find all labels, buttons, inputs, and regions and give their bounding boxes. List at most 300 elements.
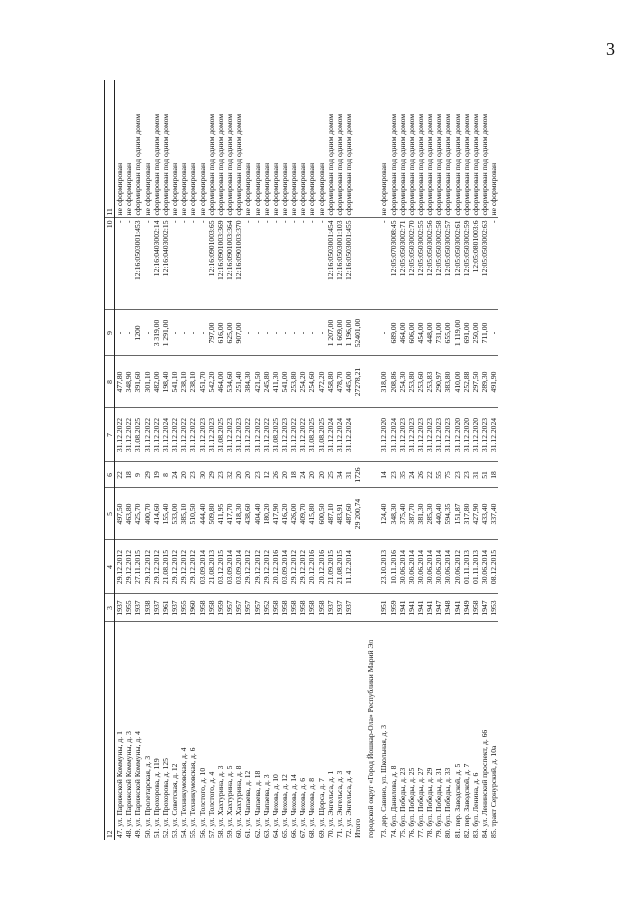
- table-cell: 50. ул. Пролетарская, д. 3: [142, 755, 152, 838]
- table-cell: 31.08.2025: [317, 408, 326, 462]
- table-row: [115, 80, 125, 840]
- table-cell: -: [271, 310, 280, 356]
- table-cell: 69. ул. Щорса, д. 7: [316, 778, 326, 838]
- table-cell: 35: [398, 462, 407, 488]
- table-cell: -: [289, 218, 298, 310]
- table-cell: 384,30: [243, 356, 252, 408]
- table-cell: 20.12.2016: [317, 540, 326, 594]
- table-cell: 30.06.2014: [443, 540, 452, 594]
- table-row: [289, 80, 298, 840]
- table-cell: 1952: [262, 594, 271, 622]
- header-cell: 4: [105, 540, 115, 594]
- table-cell: сформирован под одним домом: [471, 80, 480, 218]
- table-body: [115, 80, 499, 840]
- table-cell: сформирован под одним домом: [326, 80, 335, 218]
- table-row: [298, 80, 307, 840]
- table-cell: 08.12.2015: [489, 540, 498, 594]
- table-cell: -: [262, 218, 271, 310]
- table-cell: 73. дер. Савино, ул. Школьная, д. 3: [379, 724, 389, 838]
- table-cell: 31.12.2024: [389, 408, 398, 462]
- table-row: [326, 80, 335, 840]
- table-cell: 1 119,00: [453, 310, 462, 356]
- table-row: [471, 80, 480, 840]
- table-cell: не сформирован: [170, 80, 179, 218]
- table-cell: сформирован под одним домом: [335, 80, 344, 218]
- table-cell: 1960: [188, 594, 197, 622]
- table-cell: -: [143, 310, 152, 356]
- table-cell: 62. ул. Чапаева, д. 18: [252, 770, 262, 838]
- table-cell: [362, 80, 379, 218]
- header-cell: 3: [105, 594, 115, 622]
- table-cell: 1957: [253, 594, 262, 622]
- table-cell: 464,00: [216, 356, 225, 408]
- header-cell: 9: [105, 310, 115, 356]
- header-cell: 10: [105, 218, 115, 310]
- table-cell: 1959: [216, 594, 225, 622]
- table-cell: 426,00: [289, 488, 298, 540]
- table-cell: 83. бул. Ленина, д. 6: [470, 772, 480, 838]
- table-cell: 31.12.2022: [124, 408, 133, 462]
- table-cell: 20.06.2012: [453, 540, 462, 594]
- table-cell: 1959: [389, 594, 398, 622]
- table-cell: 250,00: [471, 310, 480, 356]
- table-cell: 448,00: [425, 310, 434, 356]
- table-cell: 29.12.2012: [152, 540, 161, 594]
- table-cell: 12:05:0503002:63: [480, 218, 489, 310]
- table-cell: 84. ул. Ленинский проспект, д. 66: [480, 729, 490, 838]
- table-cell: 31.12.2022: [115, 408, 125, 462]
- table-cell: 20.12.2016: [271, 540, 280, 594]
- table-cell: 75. бул. Победы, д. 23: [397, 767, 407, 838]
- table-cell: -: [243, 310, 252, 356]
- table-cell: 78. бул. Победы, д. 29: [425, 767, 435, 838]
- table-row: [398, 80, 407, 840]
- table-cell: 254,20: [298, 356, 307, 408]
- table-cell: 58. ул. Хахтурина, д. 3: [215, 765, 225, 838]
- table-cell: [362, 540, 379, 594]
- table-cell: 1957: [225, 594, 234, 622]
- table-cell: 348,90: [124, 356, 133, 408]
- table-cell: [362, 218, 379, 310]
- table-cell: 31.12.2022: [289, 408, 298, 462]
- table-cell: 12: [262, 462, 271, 488]
- table-cell: 29.12.2012: [289, 540, 298, 594]
- table-cell: 20: [234, 462, 243, 488]
- table-cell: [353, 80, 362, 218]
- table-cell: -: [253, 218, 262, 310]
- table-cell: 26: [416, 462, 425, 488]
- table-cell: 80. бул. Победы, д. 33: [443, 767, 453, 838]
- table-cell: 12:05:0503002:61: [453, 218, 462, 310]
- table-cell: 383,80: [443, 356, 452, 408]
- table-cell: 421,50: [253, 356, 262, 408]
- table-row: [280, 80, 289, 840]
- table-cell: 625,00: [225, 310, 234, 356]
- table-cell: 20: [280, 462, 289, 488]
- table-cell: 22: [425, 462, 434, 488]
- table-cell: -: [307, 310, 316, 356]
- table-cell: не сформирован: [289, 80, 298, 218]
- table-cell: не сформирован: [317, 80, 326, 218]
- table-cell: Итого: [353, 818, 363, 838]
- table-cell: 31.12.2023: [480, 408, 489, 462]
- table-cell: 53. ул. Советская, д. 12: [170, 763, 180, 838]
- table-cell: 01.11.2013: [462, 540, 471, 594]
- table-cell: 594,35: [443, 488, 452, 540]
- table-cell: 124,40: [379, 488, 388, 540]
- table-cell: 21.08.2013: [207, 540, 216, 594]
- table-cell: 541,10: [170, 356, 179, 408]
- table-cell: -: [289, 310, 298, 356]
- table-cell: 8: [161, 462, 170, 488]
- table-cell: -: [271, 218, 280, 310]
- table-cell: 01.11.2013: [471, 540, 480, 594]
- table-cell: 464,00: [398, 310, 407, 356]
- table-cell: -: [124, 218, 133, 310]
- header-cell: 8: [105, 356, 115, 408]
- table-cell: 417,70: [225, 488, 234, 540]
- table-cell: 534,60: [225, 356, 234, 408]
- table-cell: сформирован под одним домом: [216, 80, 225, 218]
- table-cell: 29: [207, 462, 216, 488]
- table-cell: 12:16:0901003:364: [225, 218, 234, 310]
- table-cell: 1938: [143, 594, 152, 622]
- table-cell: 55: [434, 462, 443, 488]
- table-cell: 285,30: [425, 488, 434, 540]
- table-cell: 444,40: [198, 488, 207, 540]
- table-cell: 1937: [115, 594, 125, 622]
- table-cell: 23: [462, 462, 471, 488]
- table-cell: 245,80: [262, 356, 271, 408]
- table-cell: 477,80: [115, 356, 125, 408]
- table-cell: 381,30: [416, 488, 425, 540]
- table-cell: [362, 310, 379, 356]
- table-cell: 12:05:0703008:45: [389, 218, 398, 310]
- table-row: [170, 80, 179, 840]
- table-cell: 1937: [326, 594, 335, 622]
- table-cell: 31.12.2020: [379, 408, 388, 462]
- table-cell: -: [307, 218, 316, 310]
- table-cell: 1958: [207, 594, 216, 622]
- table-cell: -: [379, 218, 388, 310]
- table-cell: 31.08.2025: [307, 408, 316, 462]
- table-cell: 253,83: [425, 356, 434, 408]
- table-cell: 425,70: [133, 488, 142, 540]
- table-cell: 542,20: [207, 356, 216, 408]
- table-cell: 51. ул. Прохорова, д. 119: [151, 758, 161, 838]
- table-cell: -: [280, 218, 289, 310]
- table-cell: 68. ул. Чехова, д. 8: [307, 777, 317, 838]
- table-cell: 1958: [298, 594, 307, 622]
- table-cell: 375,40: [398, 488, 407, 540]
- table-cell: -: [253, 310, 262, 356]
- table-cell: 1958: [317, 594, 326, 622]
- table-cell: 1955: [124, 594, 133, 622]
- table-cell: -: [198, 218, 207, 310]
- table-cell: 337,40: [489, 488, 498, 540]
- table-cell: 1941: [416, 594, 425, 622]
- table-cell: -: [489, 310, 498, 356]
- table-cell: 03.09.2014: [280, 540, 289, 594]
- table-cell: 31.12.2022: [170, 408, 179, 462]
- table-cell: 458,80: [326, 356, 335, 408]
- table-cell: [362, 408, 379, 462]
- table-row: [188, 80, 197, 840]
- table-cell: 12:05:0503002:57: [443, 218, 452, 310]
- table-row: [407, 80, 416, 840]
- table-cell: не сформирован: [188, 80, 197, 218]
- table-cell: 30.06.2014: [407, 540, 416, 594]
- table-cell: 49. ул. Парижской Коммуны, д. 4: [133, 731, 143, 838]
- table-cell: сформирован под одним домом: [453, 80, 462, 218]
- table-header-row: [105, 80, 115, 840]
- table-cell: 19: [152, 462, 161, 488]
- table-cell: 31.12.2022: [179, 408, 188, 462]
- table-cell: [362, 356, 379, 408]
- table-cell: 253,80: [289, 356, 298, 408]
- table-cell: 23: [253, 462, 262, 488]
- table-cell: сформирован под одним домом: [207, 80, 216, 218]
- table-cell: 55. ул. Техникумовская, д. 6: [188, 747, 198, 838]
- table-cell: 31.12.2024: [335, 408, 344, 462]
- table-cell: не сформирован: [243, 80, 252, 218]
- table-cell: 31.12.2023: [207, 408, 216, 462]
- table-cell: 31: [471, 462, 480, 488]
- table-cell: 1937: [133, 594, 142, 622]
- table-cell: -: [170, 310, 179, 356]
- table-cell: -: [124, 310, 133, 356]
- table-cell: 31.12.2022: [152, 408, 161, 462]
- table-cell: 03.09.2014: [234, 540, 243, 594]
- table-cell: 400,70: [143, 488, 152, 540]
- header-cell: 7: [105, 408, 115, 462]
- table-row: [335, 80, 344, 840]
- table-cell: 77. бул. Победы, д. 27: [416, 767, 425, 838]
- table-cell: сформирован под одним домом: [443, 80, 452, 218]
- table-cell: 253,80: [407, 356, 416, 408]
- table-cell: 1961: [161, 594, 170, 622]
- table-cell: 1 291,00: [161, 310, 170, 356]
- table-cell: 70. ул. Энгельса, д. 1: [325, 770, 335, 838]
- table-cell: 29.12.2012: [143, 540, 152, 594]
- table-cell: 1958: [471, 594, 480, 622]
- table-row: [225, 80, 234, 840]
- table-cell: 31.12.2022: [188, 408, 197, 462]
- table-cell: 11.12.2014: [344, 540, 353, 594]
- table-cell: [353, 408, 362, 462]
- table-cell: 1958: [289, 594, 298, 622]
- table-cell: 29.12.2012: [115, 540, 125, 594]
- table-cell: 31.12.2023: [407, 408, 416, 462]
- table-cell: 1947: [480, 594, 489, 622]
- table-cell: 655,00: [443, 310, 452, 356]
- table-cell: 52401,00: [353, 310, 362, 356]
- table-cell: 414,60: [152, 488, 161, 540]
- table-cell: 31.12.2023: [198, 408, 207, 462]
- table-cell: 797,00: [207, 310, 216, 356]
- table-cell: 75: [443, 462, 452, 488]
- table-cell: 67. ул. Чехова, д. 6: [298, 777, 308, 838]
- table-cell: не сформирован: [179, 80, 188, 218]
- table-row: [262, 80, 271, 840]
- table-cell: 74. бул. Данилова, д. 8: [388, 765, 398, 838]
- table-cell: -: [379, 310, 388, 356]
- table-cell: 1 196,00: [344, 310, 353, 356]
- table-cell: сформирован под одним домом: [425, 80, 434, 218]
- table-cell: 251,40: [234, 356, 243, 408]
- table-cell: 180,20: [262, 488, 271, 540]
- table-row: [216, 80, 225, 840]
- table-cell: -: [179, 310, 188, 356]
- table-cell: 155,40: [161, 488, 170, 540]
- table-cell: 1937: [344, 594, 353, 622]
- table-cell: [353, 594, 362, 622]
- table-cell: 30.06.2014: [480, 540, 489, 594]
- table-cell: -: [188, 218, 197, 310]
- table-cell: 76. бул. Победы, д. 25: [406, 767, 416, 838]
- header-cell: 11: [105, 80, 115, 218]
- table-cell: сформирован под одним домом: [225, 80, 234, 218]
- table-cell: сформирован под одним домом: [389, 80, 398, 218]
- table-cell: 31.12.2020: [462, 408, 471, 462]
- table-cell: 289,30: [480, 356, 489, 408]
- table-cell: 03.09.2014: [198, 540, 207, 594]
- table-cell: 12:05:0503002:58: [434, 218, 443, 310]
- table-cell: 415,80: [307, 488, 316, 540]
- table-row: [453, 80, 462, 840]
- table-cell: 56. ул. Толстого, д. 10: [197, 767, 207, 838]
- table-cell: 254,60: [307, 356, 316, 408]
- table-cell: 689,00: [389, 310, 398, 356]
- table-cell: 1958: [271, 594, 280, 622]
- table-cell: 31.08.2025: [133, 408, 142, 462]
- table-cell: 12:05:0801003:6: [471, 218, 480, 310]
- table-cell: 85. тракт Сернурский, д. 10а: [489, 745, 499, 838]
- table-row: [362, 80, 379, 840]
- table-cell: -: [489, 218, 498, 310]
- table-cell: 410,00: [453, 356, 462, 408]
- table-cell: -: [317, 310, 326, 356]
- table-cell: 65. ул. Чехова, д. 12: [279, 774, 289, 838]
- table-cell: 387,70: [407, 488, 416, 540]
- table-cell: 31.08.2025: [216, 408, 225, 462]
- table-cell: 21.08.2015: [335, 540, 344, 594]
- table-cell: 445,00: [344, 356, 353, 408]
- table-cell: 34: [335, 462, 344, 488]
- table-cell: 1941: [425, 594, 434, 622]
- table-cell: 26: [271, 462, 280, 488]
- table-cell: 31.12.2024: [344, 408, 353, 462]
- table-cell: 1937: [170, 594, 179, 622]
- table-cell: 31.12.2023: [425, 408, 434, 462]
- table-cell: -: [280, 310, 289, 356]
- table-cell: 21.08.2015: [161, 540, 170, 594]
- table-cell: 79. бул. Победы, д. 31: [434, 767, 444, 838]
- table-cell: 31.12.2023: [225, 408, 234, 462]
- table-cell: 1953: [489, 594, 498, 622]
- table-cell: 64. ул. Чехова, д. 10: [270, 774, 280, 838]
- table-cell: 47. ул. Парижской Коммуны, д. 1: [115, 731, 125, 838]
- table-cell: 51: [480, 462, 489, 488]
- table-cell: 472,20: [317, 356, 326, 408]
- table-cell: сформирован под одним домом: [480, 80, 489, 218]
- table-cell: 318,00: [379, 356, 388, 408]
- table-cell: 31.12.2022: [243, 408, 252, 462]
- table-cell: 31.12.2022: [143, 408, 152, 462]
- table-cell: 510,50: [188, 488, 197, 540]
- table-cell: 1937: [152, 594, 161, 622]
- table-cell: 66. ул. Чехова, д. 14: [289, 774, 299, 838]
- table-cell: 31.12.2023: [398, 408, 407, 462]
- table-cell: не сформирован: [307, 80, 316, 218]
- table-cell: 252,88: [462, 356, 471, 408]
- header-cell: 5: [105, 488, 115, 540]
- table-cell: -: [317, 218, 326, 310]
- table-cell: 12:16:0901003:369: [216, 218, 225, 310]
- table-cell: 254,30: [398, 356, 407, 408]
- table-cell: 18: [289, 462, 298, 488]
- table-cell: [362, 594, 379, 622]
- table-cell: 253,60: [416, 356, 425, 408]
- table-cell: 409,70: [298, 488, 307, 540]
- table-cell: 29.12.2012: [262, 540, 271, 594]
- table-cell: 1957: [243, 594, 252, 622]
- table-cell: 1726: [353, 462, 362, 488]
- table-cell: 12:16:0901003:370: [234, 218, 243, 310]
- table-cell: 12:16:0403002:14: [152, 218, 161, 310]
- header-label: 2: [105, 830, 114, 835]
- table-cell: [362, 462, 379, 488]
- table-cell: 12:16:0503001:453: [133, 218, 142, 310]
- table-row: [234, 80, 243, 840]
- table-cell: 31.12.2023: [234, 408, 243, 462]
- table-cell: 23: [188, 462, 197, 488]
- table-cell: 24: [407, 462, 416, 488]
- table-cell: 483,91: [335, 488, 344, 540]
- table-cell: 30.06.2014: [416, 540, 425, 594]
- table-cell: 29.12.2012: [170, 540, 179, 594]
- table-cell: 21.09.2015: [326, 540, 335, 594]
- table-cell: 31.12.2022: [253, 408, 262, 462]
- table-cell: 31.12.2020: [453, 408, 462, 462]
- table-cell: -: [198, 310, 207, 356]
- table-cell: 9: [133, 462, 142, 488]
- table-cell: 541,00: [280, 356, 289, 408]
- table-cell: 20: [317, 462, 326, 488]
- table-cell: 32: [225, 462, 234, 488]
- table-row: [124, 80, 133, 840]
- table-cell: 29.12.2012: [253, 540, 262, 594]
- table-cell: городской округ «Город Йошкар-Ола» Республики Марий Эл: [365, 639, 375, 838]
- table-cell: 533,00: [170, 488, 179, 540]
- table-cell: 20: [307, 462, 316, 488]
- table-cell: сформирован под одним домом: [434, 80, 443, 218]
- table-cell: 416,20: [280, 488, 289, 540]
- table-cell: 30.06.2014: [425, 540, 434, 594]
- table-cell: 427,90: [471, 488, 480, 540]
- table-cell: 12:05:0503002:71: [398, 218, 407, 310]
- table-cell: 29: [143, 462, 152, 488]
- table-cell: 20.12.2016: [307, 540, 316, 594]
- table-cell: не сформирован: [262, 80, 271, 218]
- table-cell: не сформирован: [143, 80, 152, 218]
- table-cell: не сформирован: [280, 80, 289, 218]
- header-label: 1: [105, 834, 114, 838]
- table-cell: 198,40: [161, 356, 170, 408]
- table-cell: -: [143, 218, 152, 310]
- table-cell: 404,40: [253, 488, 262, 540]
- table-row: [243, 80, 252, 840]
